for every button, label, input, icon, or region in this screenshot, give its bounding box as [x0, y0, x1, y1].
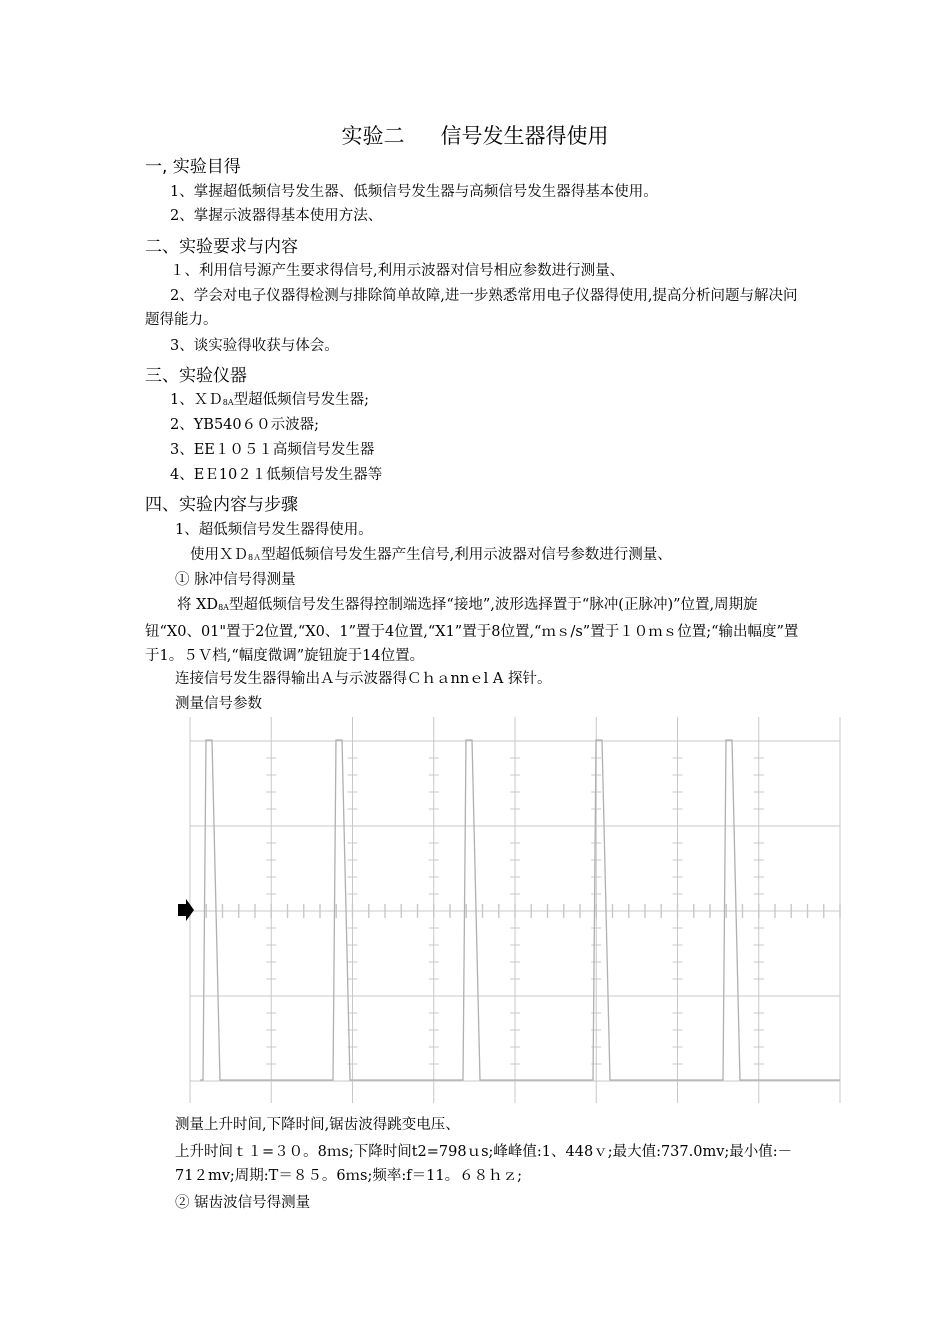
pulse-measure-title: ① 脉冲信号得测量: [175, 572, 296, 588]
measure-params-label: 测量信号参数: [175, 696, 262, 712]
section-heading-4: 四、实验内容与步骤: [145, 495, 298, 515]
goal-item-2: 2、掌握示波器得基本使用方法、: [170, 208, 383, 224]
requirement-item-3: 3、谈实验得收获与体会。: [170, 338, 339, 354]
step-1: 1、超低频信号发生器得使用。: [175, 522, 373, 538]
usage-line: 使用ＸＤ$_{8A}$型超低频信号发生器产生信号,利用示波器对信号参数进行测量、: [190, 547, 672, 563]
scope-grid: [190, 717, 840, 1103]
instrument-item-4: 4、EＥ10２１低频信号发生器等: [170, 467, 383, 483]
section-heading-1: 一, 实验目得: [145, 157, 241, 177]
arrow-right-icon: [178, 899, 194, 921]
oscilloscope-screenshot: [175, 713, 842, 1105]
pulse-setup-paragraph: 将 $XD_{8A}$型超低频信号发生器得控制端选择“接地”,波形选择置于“脉冲(正脉冲)”位置,周期旋钮“X0、01"置于2位置,“X0、1”置于4位置,“X1”置于8位置,“ｍｓ/s”置于１０ｍｓ位置;“输出幅度”置于1。５Ｖ档,“幅度微调”旋钮旋于14位置。: [145, 597, 799, 664]
measurement-results: 上升时间ｔ１=３０。8ｍs;下降时间t2=798ｕs;峰峰值:1、448ｖ;最大值:737.0mv;最小值:－71２mv;周期:T＝８５。6ｍs;频率:f＝11。６８ｈｚ;: [175, 1144, 793, 1184]
measure-times-line: 测量上升时间,下降时间,锯齿波得跳变电压、: [175, 1117, 460, 1133]
requirement-item-2: 2、学会对电子仪器得检测与排除简单故障,进一步熟悉常用电子仪器得使用,提高分析问题与解决问题得能力。: [145, 288, 798, 328]
instrument-item-2: 2、YB540６０示波器;: [170, 417, 320, 433]
goal-item-1: 1、掌握超低频信号发生器、低频信号发生器与高频信号发生器得基本使用。: [170, 184, 658, 200]
section-heading-3: 三、实验仪器: [145, 366, 247, 386]
title-right: 信号发生器得使用: [440, 124, 609, 148]
instrument-item-3: 3、EE１０５１高频信号发生器: [170, 442, 375, 458]
section-heading-2: 二、实验要求与内容: [145, 237, 298, 257]
pulse-waveform: [200, 740, 840, 1080]
connect-line: 连接信号发生器得输出Ａ与示波器得Ｃｈａnnｅl A 探针。: [175, 671, 552, 687]
title-left: 实验二: [341, 124, 405, 148]
instrument-item-1: 1、ＸＤ$_{8A}$型超低频信号发生器;: [170, 392, 369, 408]
requirement-item-1: １、利用信号源产生要求得信号,利用示波器对信号相应参数进行测量、: [170, 263, 625, 279]
page-title: [0, 120, 950, 150]
sawtooth-measure-title: ② 锯齿波信号得测量: [175, 1195, 311, 1211]
